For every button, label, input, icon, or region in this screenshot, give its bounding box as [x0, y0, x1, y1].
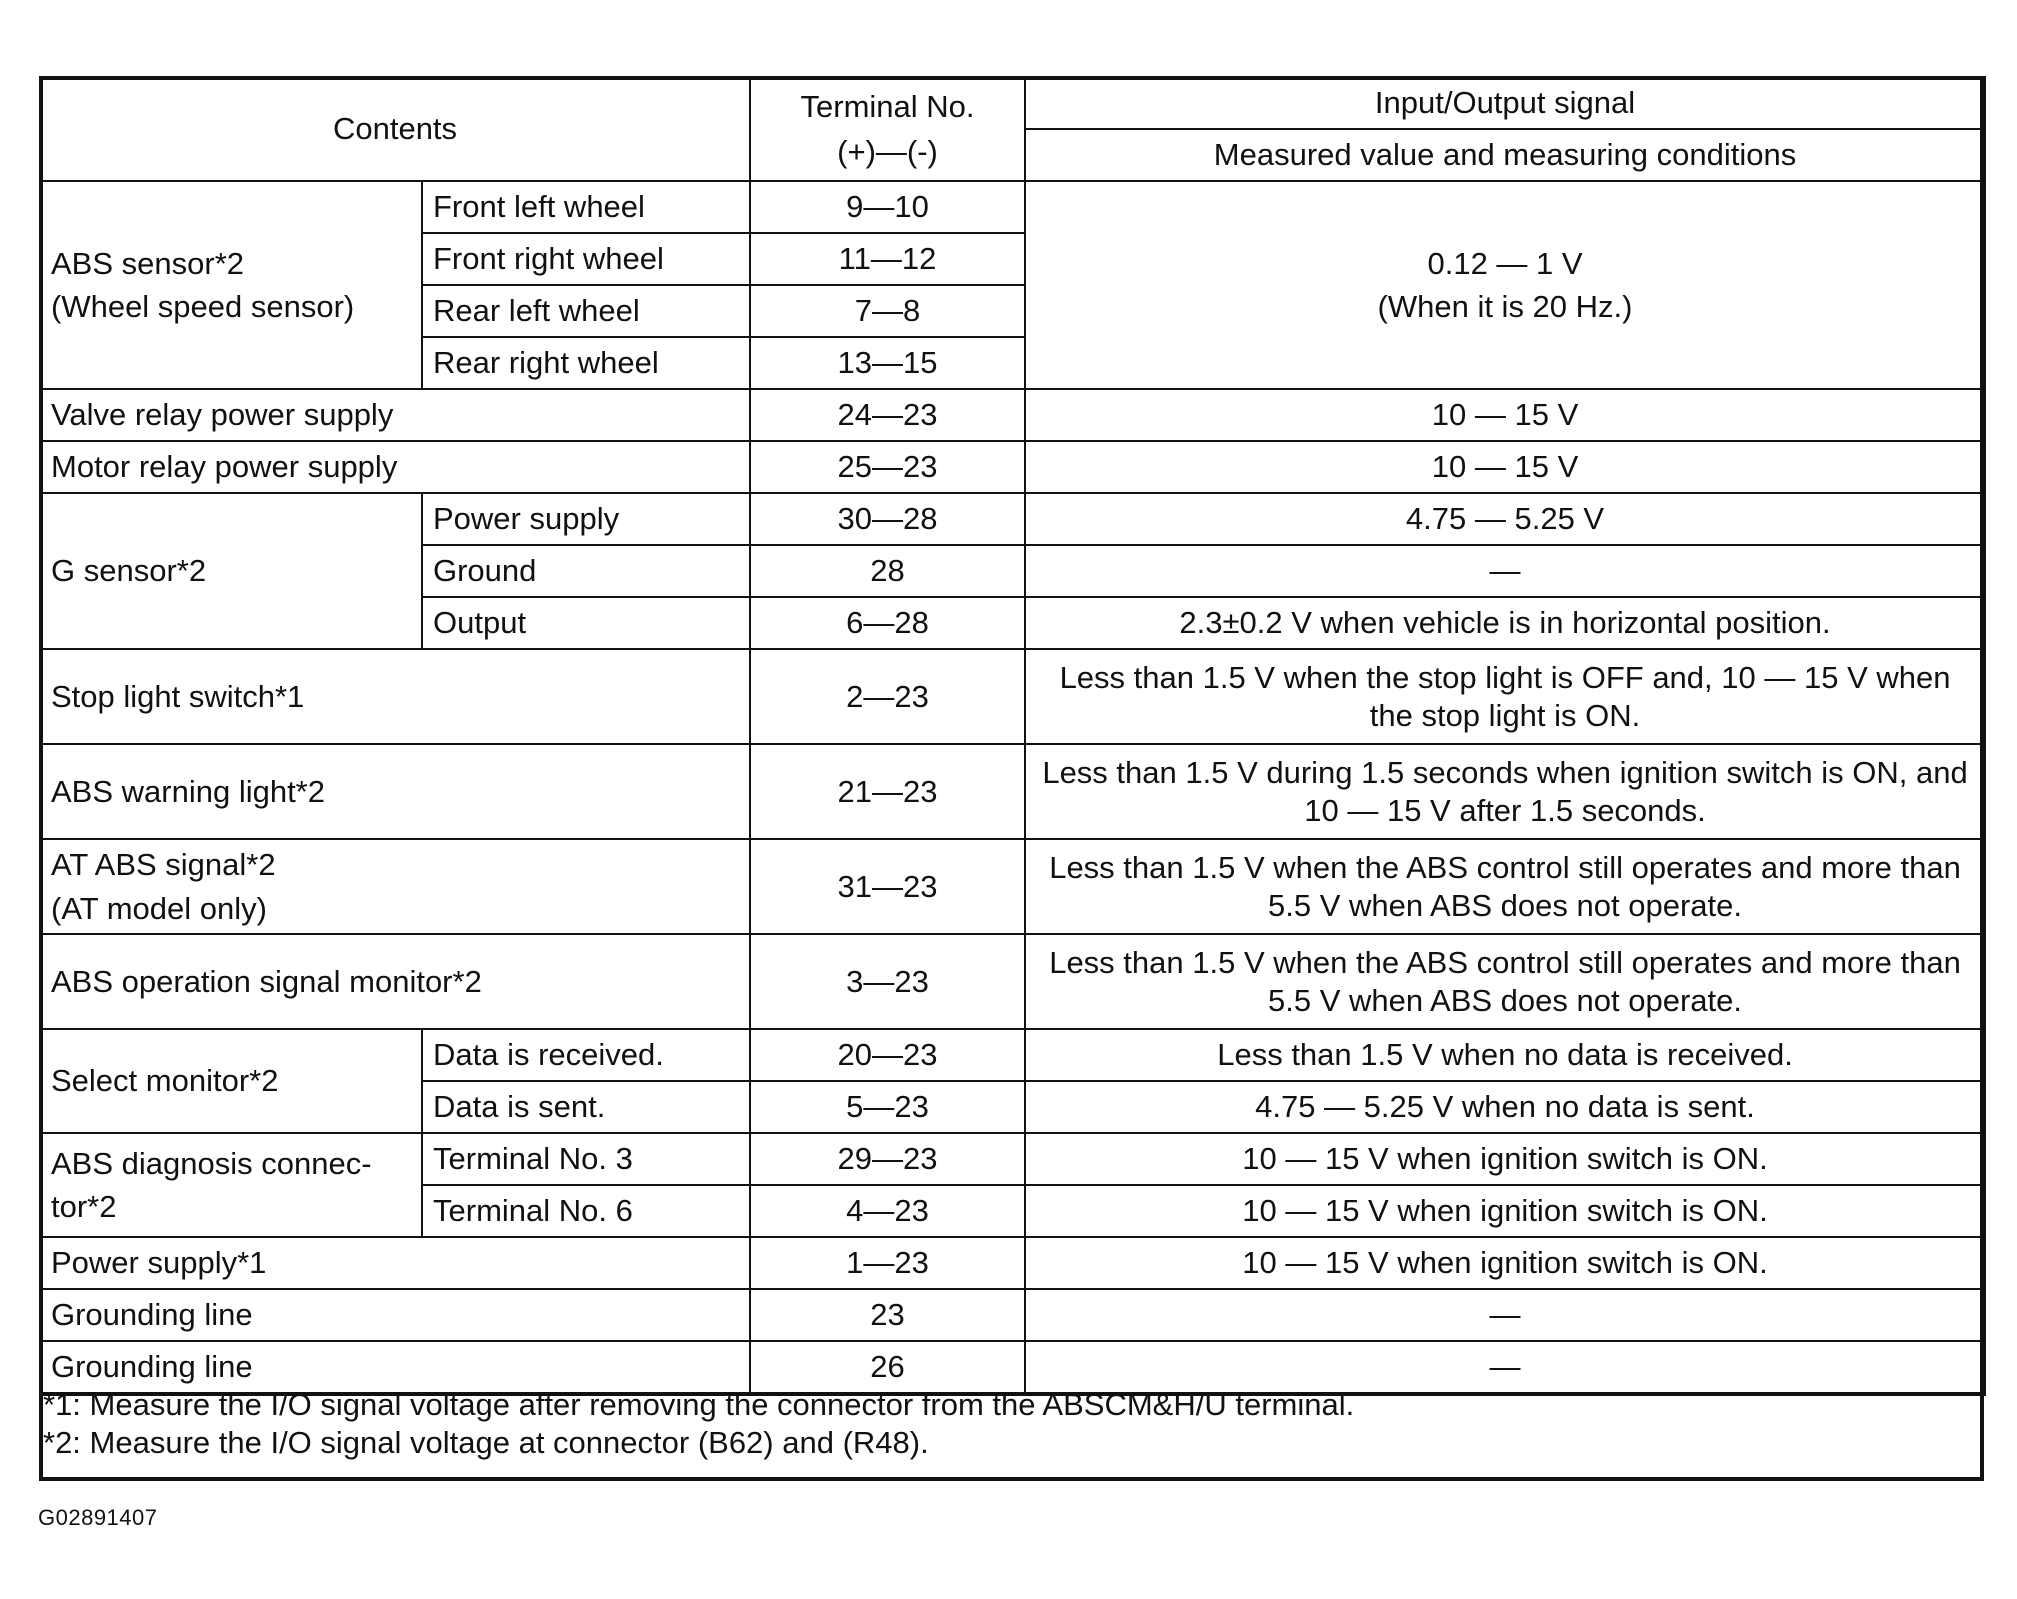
header-row — [40, 77, 1985, 129]
table-row — [40, 181, 1985, 233]
diag-label-line2: tor*2 — [51, 1189, 117, 1224]
table-row — [40, 493, 1985, 545]
table-row — [40, 744, 1985, 839]
abs-warning-terminal: 21—23 — [750, 744, 1025, 839]
select-monitor-sub: Data is sent. — [422, 1081, 750, 1133]
g-sensor-sub: Power supply — [422, 493, 750, 545]
abs-sensor-sub: Rear right wheel — [422, 337, 750, 389]
header-terminal — [750, 77, 1025, 181]
abs-sensor-value-line1: 0.12 — 1 V — [1427, 245, 1583, 281]
ground2-terminal: 26 — [750, 1341, 1025, 1394]
g-sensor-sub: Output — [422, 597, 750, 649]
at-abs-value: Less than 1.5 V when the ABS control still operates and more than 5.5 V when ABS does not operate. — [1025, 839, 1985, 934]
power-terminal: 1—23 — [750, 1237, 1025, 1289]
select-monitor-label: Select monitor*2 — [40, 1029, 422, 1133]
table-row — [40, 649, 1985, 744]
abs-sensor-sub: Front right wheel — [422, 233, 750, 285]
abs-sensor-label-line2: (Wheel speed sensor) — [51, 289, 355, 324]
g-sensor-terminal: 6—28 — [750, 597, 1025, 649]
abs-op-terminal: 3—23 — [750, 934, 1025, 1029]
header-measured: Measured value and measuring conditions — [1025, 129, 1985, 181]
ground2-value: — — [1025, 1341, 1985, 1394]
ground1-label: Grounding line — [40, 1289, 750, 1341]
ground1-value: — — [1025, 1289, 1985, 1341]
io-signal-table — [39, 76, 1986, 1396]
table-row — [40, 1237, 1985, 1289]
abs-sensor-label — [40, 181, 422, 389]
motor-relay-terminal: 25—23 — [750, 441, 1025, 493]
g-sensor-terminal: 30—28 — [750, 493, 1025, 545]
diag-terminal: 4—23 — [750, 1185, 1025, 1237]
diag-value: 10 — 15 V when ignition switch is ON. — [1025, 1133, 1985, 1185]
g-sensor-value: 4.75 — 5.25 V — [1025, 493, 1985, 545]
abs-sensor-value — [1025, 181, 1985, 389]
abs-sensor-terminal: 7—8 — [750, 285, 1025, 337]
motor-relay-label: Motor relay power supply — [40, 441, 750, 493]
diag-label — [40, 1133, 422, 1237]
valve-relay-value: 10 — 15 V — [1025, 389, 1985, 441]
footnote-1: *1: Measure the I/O signal voltage after removing the connector from the ABSCM&H/U terminal. — [43, 1387, 1355, 1422]
diag-value: 10 — 15 V when ignition switch is ON. — [1025, 1185, 1985, 1237]
abs-sensor-terminal: 9—10 — [750, 181, 1025, 233]
stop-light-label: Stop light switch*1 — [40, 649, 750, 744]
select-monitor-value: Less than 1.5 V when no data is received. — [1025, 1029, 1985, 1081]
g-sensor-sub: Ground — [422, 545, 750, 597]
abs-sensor-sub: Rear left wheel — [422, 285, 750, 337]
at-abs-label-line1: AT ABS signal*2 — [51, 847, 276, 883]
figure-id: G02891407 — [38, 1505, 158, 1530]
header-terminal-line2: (+)—(-) — [837, 134, 938, 169]
select-monitor-value: 4.75 — 5.25 V when no data is sent. — [1025, 1081, 1985, 1133]
select-monitor-sub: Data is received. — [422, 1029, 750, 1081]
at-abs-label — [40, 839, 750, 934]
abs-sensor-sub: Front left wheel — [422, 181, 750, 233]
ground2-label: Grounding line — [40, 1341, 750, 1394]
diag-label-line1: ABS diagnosis connec- — [51, 1145, 372, 1181]
g-sensor-value: — — [1025, 545, 1985, 597]
ground1-terminal: 23 — [750, 1289, 1025, 1341]
valve-relay-terminal: 24—23 — [750, 389, 1025, 441]
abs-warning-value: Less than 1.5 V during 1.5 seconds when ignition switch is ON, and 10 — 15 V after 1.5 seconds. — [1025, 744, 1985, 839]
diag-sub: Terminal No. 3 — [422, 1133, 750, 1185]
abs-sensor-terminal: 11—12 — [750, 233, 1025, 285]
diag-sub: Terminal No. 6 — [422, 1185, 750, 1237]
abs-op-label: ABS operation signal monitor*2 — [40, 934, 750, 1029]
table-row — [40, 934, 1985, 1029]
abs-sensor-value-line2: (When it is 20 Hz.) — [1377, 289, 1633, 324]
diag-terminal: 29—23 — [750, 1133, 1025, 1185]
footnote-2: *2: Measure the I/O signal voltage at connector (B62) and (R48). — [43, 1425, 929, 1460]
header-contents: Contents — [40, 77, 750, 181]
g-sensor-terminal: 28 — [750, 545, 1025, 597]
table-row — [40, 1133, 1985, 1185]
abs-warning-label: ABS warning light*2 — [40, 744, 750, 839]
at-abs-terminal: 31—23 — [750, 839, 1025, 934]
valve-relay-label: Valve relay power supply — [40, 389, 750, 441]
g-sensor-label: G sensor*2 — [40, 493, 422, 649]
at-abs-label-line2: (AT model only) — [51, 890, 267, 926]
table-row — [40, 441, 1985, 493]
abs-sensor-label-line1: ABS sensor*2 — [51, 245, 244, 281]
abs-op-value: Less than 1.5 V when the ABS control still operates and more than 5.5 V when ABS does not operate. — [1025, 934, 1985, 1029]
abs-sensor-terminal: 13—15 — [750, 337, 1025, 389]
header-terminal-line1: Terminal No. — [800, 88, 975, 124]
table-row — [40, 839, 1985, 934]
table-row — [40, 1029, 1985, 1081]
footnotes — [39, 1386, 1984, 1462]
g-sensor-value: 2.3±0.2 V when vehicle is in horizontal position. — [1025, 597, 1985, 649]
select-monitor-terminal: 20—23 — [750, 1029, 1025, 1081]
table-row — [40, 389, 1985, 441]
motor-relay-value: 10 — 15 V — [1025, 441, 1985, 493]
power-label: Power supply*1 — [40, 1237, 750, 1289]
header-io-signal: Input/Output signal — [1025, 77, 1985, 129]
power-value: 10 — 15 V when ignition switch is ON. — [1025, 1237, 1985, 1289]
stop-light-terminal: 2—23 — [750, 649, 1025, 744]
stop-light-value: Less than 1.5 V when the stop light is OFF and, 10 — 15 V when the stop light is ON. — [1025, 649, 1985, 744]
select-monitor-terminal: 5—23 — [750, 1081, 1025, 1133]
table-row — [40, 1289, 1985, 1341]
